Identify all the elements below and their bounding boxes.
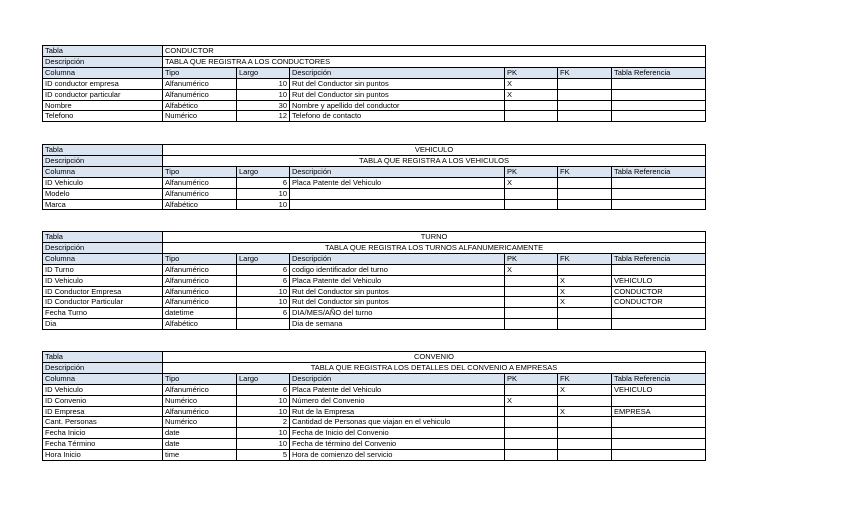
table-description-value[interactable]: TABLA QUE REGISTRA A LOS CONDUCTORES bbox=[163, 56, 706, 67]
cell-pk[interactable] bbox=[505, 100, 558, 111]
cell-column-name[interactable]: Marca bbox=[43, 199, 163, 210]
tabla-label[interactable]: Tabla bbox=[43, 232, 163, 243]
cell-length[interactable]: 6 bbox=[237, 275, 290, 286]
table-row bbox=[43, 395, 706, 406]
header-column-name[interactable]: Columna bbox=[43, 373, 163, 384]
cell-fk[interactable] bbox=[558, 111, 612, 122]
cell-type[interactable]: Numérico bbox=[163, 395, 237, 406]
cell-column-name[interactable]: Fecha Turno bbox=[43, 308, 163, 319]
header-description[interactable]: Descripción bbox=[290, 166, 505, 177]
cell-fk[interactable]: X bbox=[558, 406, 612, 417]
cell-fk[interactable] bbox=[558, 319, 612, 330]
cell-fk[interactable]: X bbox=[558, 297, 612, 308]
cell-reference-table[interactable] bbox=[612, 177, 706, 188]
cell-reference-table[interactable]: VEHICULO bbox=[612, 275, 706, 286]
cell-reference-table[interactable]: CONDUCTOR bbox=[612, 297, 706, 308]
header-fk[interactable]: FK bbox=[558, 67, 612, 78]
table-name-value[interactable]: CONVENIO bbox=[163, 352, 706, 363]
column-header-row bbox=[43, 67, 706, 78]
table-row bbox=[43, 275, 706, 286]
cell-pk[interactable] bbox=[505, 308, 558, 319]
cell-description[interactable] bbox=[290, 188, 505, 199]
descripcion-label[interactable]: Descripción bbox=[43, 56, 163, 67]
table-description-value[interactable]: TABLA QUE REGISTRA A LOS VEHICULOS bbox=[163, 155, 706, 166]
cell-type[interactable]: Alfanumérico bbox=[163, 286, 237, 297]
cell-length[interactable]: 10 bbox=[237, 286, 290, 297]
cell-reference-table[interactable] bbox=[612, 417, 706, 428]
cell-pk[interactable] bbox=[505, 286, 558, 297]
cell-description[interactable]: Rut del Conductor sin puntos bbox=[290, 297, 505, 308]
header-type[interactable]: Tipo bbox=[163, 166, 237, 177]
cell-reference-table[interactable] bbox=[612, 308, 706, 319]
cell-column-name[interactable]: ID Vehiculo bbox=[43, 275, 163, 286]
header-column-name[interactable]: Columna bbox=[43, 166, 163, 177]
cell-reference-table[interactable] bbox=[612, 111, 706, 122]
cell-type[interactable]: date bbox=[163, 428, 237, 439]
header-reference-table[interactable]: Tabla Referencia bbox=[612, 253, 706, 264]
cell-length[interactable]: 6 bbox=[237, 384, 290, 395]
cell-fk[interactable] bbox=[558, 100, 612, 111]
cell-pk[interactable] bbox=[505, 406, 558, 417]
header-description[interactable]: Descripción bbox=[290, 253, 505, 264]
descripcion-label[interactable]: Descripción bbox=[43, 362, 163, 373]
table-name-row bbox=[43, 145, 706, 156]
column-header-row bbox=[43, 166, 706, 177]
descripcion-label[interactable]: Descripción bbox=[43, 155, 163, 166]
cell-type[interactable]: Alfanumérico bbox=[163, 275, 237, 286]
cell-pk[interactable] bbox=[505, 111, 558, 122]
table-description-row bbox=[43, 56, 706, 67]
table-definition-convenio bbox=[42, 351, 706, 461]
table-name-row bbox=[43, 46, 706, 57]
cell-reference-table[interactable] bbox=[612, 450, 706, 461]
cell-fk[interactable]: X bbox=[558, 384, 612, 395]
cell-pk[interactable] bbox=[505, 450, 558, 461]
header-reference-table[interactable]: Tabla Referencia bbox=[612, 67, 706, 78]
cell-reference-table[interactable]: EMPRESA bbox=[612, 406, 706, 417]
cell-pk[interactable] bbox=[505, 428, 558, 439]
cell-description[interactable]: Placa Patente del Vehiculo bbox=[290, 384, 505, 395]
tabla-label[interactable]: Tabla bbox=[43, 145, 163, 156]
table-row bbox=[43, 439, 706, 450]
table-row bbox=[43, 297, 706, 308]
table-description-row bbox=[43, 362, 706, 373]
table-definition-conductor bbox=[42, 45, 706, 122]
cell-reference-table[interactable] bbox=[612, 89, 706, 100]
table-row bbox=[43, 111, 706, 122]
cell-column-name[interactable]: Modelo bbox=[43, 188, 163, 199]
cell-reference-table[interactable] bbox=[612, 319, 706, 330]
cell-pk[interactable] bbox=[505, 417, 558, 428]
cell-pk[interactable]: X bbox=[505, 89, 558, 100]
cell-column-name[interactable]: ID Conductor Empresa bbox=[43, 286, 163, 297]
cell-pk[interactable] bbox=[505, 188, 558, 199]
cell-pk[interactable]: X bbox=[505, 264, 558, 275]
cell-description[interactable]: Cantidad de Personas que viajan en el vehiculo bbox=[290, 417, 505, 428]
cell-length[interactable]: 2 bbox=[237, 417, 290, 428]
cell-column-name[interactable]: Dia bbox=[43, 319, 163, 330]
cell-description[interactable]: Rut del Conductor sin puntos bbox=[290, 286, 505, 297]
cell-column-name[interactable]: Telefono bbox=[43, 111, 163, 122]
cell-description[interactable]: Placa Patente del Vehiculo bbox=[290, 275, 505, 286]
cell-description[interactable]: Nombre y apellido del conductor bbox=[290, 100, 505, 111]
cell-type[interactable]: Alfanumérico bbox=[163, 177, 237, 188]
cell-column-name[interactable]: ID conductor empresa bbox=[43, 78, 163, 89]
table-definition-turno bbox=[42, 231, 706, 330]
cell-reference-table[interactable] bbox=[612, 100, 706, 111]
cell-reference-table[interactable] bbox=[612, 428, 706, 439]
cell-column-name[interactable]: ID conductor particular bbox=[43, 89, 163, 100]
table-description-value[interactable]: TABLA QUE REGISTRA LOS DETALLES DEL CONVENIO A EMPRESAS bbox=[163, 362, 706, 373]
cell-description[interactable]: Dia de semana bbox=[290, 319, 505, 330]
cell-length[interactable]: 10 bbox=[237, 406, 290, 417]
header-pk[interactable]: PK bbox=[505, 253, 558, 264]
header-reference-table[interactable]: Tabla Referencia bbox=[612, 373, 706, 384]
cell-fk[interactable] bbox=[558, 308, 612, 319]
table-row bbox=[43, 319, 706, 330]
cell-type[interactable]: Alfanumérico bbox=[163, 384, 237, 395]
header-pk[interactable]: PK bbox=[505, 373, 558, 384]
cell-length[interactable]: 30 bbox=[237, 100, 290, 111]
header-type[interactable]: Tipo bbox=[163, 67, 237, 78]
cell-fk[interactable] bbox=[558, 439, 612, 450]
cell-type[interactable]: Numérico bbox=[163, 417, 237, 428]
table-name-row bbox=[43, 352, 706, 363]
cell-reference-table[interactable] bbox=[612, 199, 706, 210]
cell-fk[interactable]: X bbox=[558, 286, 612, 297]
cell-pk[interactable]: X bbox=[505, 177, 558, 188]
cell-reference-table[interactable] bbox=[612, 395, 706, 406]
cell-column-name[interactable]: ID Vehiculo bbox=[43, 384, 163, 395]
header-length[interactable]: Largo bbox=[237, 166, 290, 177]
cell-length[interactable]: 10 bbox=[237, 188, 290, 199]
cell-type[interactable]: Alfabético bbox=[163, 319, 237, 330]
cell-reference-table[interactable] bbox=[612, 78, 706, 89]
cell-description[interactable]: DIA/MES/AÑO del turno bbox=[290, 308, 505, 319]
cell-pk[interactable] bbox=[505, 275, 558, 286]
cell-length[interactable]: 5 bbox=[237, 450, 290, 461]
tabla-label[interactable]: Tabla bbox=[43, 46, 163, 57]
header-pk[interactable]: PK bbox=[505, 67, 558, 78]
cell-pk[interactable] bbox=[505, 199, 558, 210]
cell-type[interactable]: time bbox=[163, 450, 237, 461]
cell-description[interactable]: Telefono de contacto bbox=[290, 111, 505, 122]
tabla-label[interactable]: Tabla bbox=[43, 352, 163, 363]
cell-fk[interactable]: X bbox=[558, 275, 612, 286]
cell-length[interactable]: 12 bbox=[237, 111, 290, 122]
table-row bbox=[43, 89, 706, 100]
cell-type[interactable]: datetime bbox=[163, 308, 237, 319]
cell-pk[interactable] bbox=[505, 384, 558, 395]
table-row bbox=[43, 286, 706, 297]
cell-reference-table[interactable]: VEHICULO bbox=[612, 384, 706, 395]
cell-fk[interactable] bbox=[558, 89, 612, 100]
cell-length[interactable]: 10 bbox=[237, 395, 290, 406]
cell-fk[interactable] bbox=[558, 417, 612, 428]
cell-length[interactable]: 10 bbox=[237, 428, 290, 439]
table-description-row bbox=[43, 242, 706, 253]
cell-column-name[interactable]: Cant. Personas bbox=[43, 417, 163, 428]
cell-pk[interactable] bbox=[505, 439, 558, 450]
header-column-name[interactable]: Columna bbox=[43, 253, 163, 264]
cell-description[interactable]: Fecha de término del Convenio bbox=[290, 439, 505, 450]
cell-description[interactable]: Número del Convenio bbox=[290, 395, 505, 406]
cell-fk[interactable] bbox=[558, 428, 612, 439]
cell-length[interactable]: 10 bbox=[237, 89, 290, 100]
header-fk[interactable]: FK bbox=[558, 253, 612, 264]
cell-type[interactable]: Alfabético bbox=[163, 100, 237, 111]
cell-description[interactable]: Rut de la Empresa bbox=[290, 406, 505, 417]
cell-type[interactable]: Alfanumérico bbox=[163, 188, 237, 199]
cell-type[interactable]: Alfanumérico bbox=[163, 264, 237, 275]
header-description[interactable]: Descripción bbox=[290, 373, 505, 384]
table-row bbox=[43, 199, 706, 210]
table-row bbox=[43, 384, 706, 395]
table-name-value[interactable]: VEHICULO bbox=[163, 145, 706, 156]
header-length[interactable]: Largo bbox=[237, 67, 290, 78]
cell-type[interactable]: Alfanumérico bbox=[163, 297, 237, 308]
cell-fk[interactable] bbox=[558, 450, 612, 461]
cell-description[interactable] bbox=[290, 199, 505, 210]
cell-column-name[interactable]: Nombre bbox=[43, 100, 163, 111]
cell-description[interactable]: Rut del Conductor sin puntos bbox=[290, 89, 505, 100]
table-row bbox=[43, 100, 706, 111]
header-description[interactable]: Descripción bbox=[290, 67, 505, 78]
table-name-value[interactable]: CONDUCTOR bbox=[163, 46, 706, 57]
cell-fk[interactable] bbox=[558, 188, 612, 199]
cell-type[interactable]: Alfanumérico bbox=[163, 78, 237, 89]
header-fk[interactable]: FK bbox=[558, 166, 612, 177]
cell-column-name[interactable]: ID Turno bbox=[43, 264, 163, 275]
cell-pk[interactable] bbox=[505, 297, 558, 308]
cell-pk[interactable] bbox=[505, 319, 558, 330]
table-row bbox=[43, 450, 706, 461]
cell-fk[interactable] bbox=[558, 177, 612, 188]
cell-reference-table[interactable] bbox=[612, 188, 706, 199]
table-row bbox=[43, 264, 706, 275]
column-header-row bbox=[43, 253, 706, 264]
cell-fk[interactable] bbox=[558, 78, 612, 89]
cell-fk[interactable] bbox=[558, 199, 612, 210]
table-description-value[interactable]: TABLA QUE REGISTRA LOS TURNOS ALFANUMERICAMENTE bbox=[163, 242, 706, 253]
cell-description[interactable]: Hora de comienzo del servicio bbox=[290, 450, 505, 461]
table-row bbox=[43, 428, 706, 439]
cell-length[interactable]: 10 bbox=[237, 297, 290, 308]
header-column-name[interactable]: Columna bbox=[43, 67, 163, 78]
cell-length[interactable]: 6 bbox=[237, 264, 290, 275]
cell-description[interactable]: Placa Patente del Vehiculo bbox=[290, 177, 505, 188]
cell-length[interactable]: 10 bbox=[237, 439, 290, 450]
header-reference-table[interactable]: Tabla Referencia bbox=[612, 166, 706, 177]
table-row bbox=[43, 308, 706, 319]
header-length[interactable]: Largo bbox=[237, 373, 290, 384]
descripcion-label[interactable]: Descripción bbox=[43, 242, 163, 253]
cell-type[interactable]: date bbox=[163, 439, 237, 450]
table-row bbox=[43, 417, 706, 428]
table-row bbox=[43, 188, 706, 199]
cell-fk[interactable] bbox=[558, 395, 612, 406]
header-type[interactable]: Tipo bbox=[163, 373, 237, 384]
cell-reference-table[interactable] bbox=[612, 439, 706, 450]
cell-fk[interactable] bbox=[558, 264, 612, 275]
cell-column-name[interactable]: ID Conductor Particular bbox=[43, 297, 163, 308]
table-name-row bbox=[43, 232, 706, 243]
header-type[interactable]: Tipo bbox=[163, 253, 237, 264]
cell-type[interactable]: Alfabético bbox=[163, 199, 237, 210]
cell-length[interactable]: 10 bbox=[237, 78, 290, 89]
table-row bbox=[43, 78, 706, 89]
table-definition-vehiculo bbox=[42, 144, 706, 210]
cell-reference-table[interactable]: CONDUCTOR bbox=[612, 286, 706, 297]
cell-reference-table[interactable] bbox=[612, 264, 706, 275]
cell-type[interactable]: Numérico bbox=[163, 111, 237, 122]
cell-description[interactable]: Fecha de Inicio del Convenio bbox=[290, 428, 505, 439]
table-description-row bbox=[43, 155, 706, 166]
table-name-value[interactable]: TURNO bbox=[163, 232, 706, 243]
table-row bbox=[43, 177, 706, 188]
cell-pk[interactable]: X bbox=[505, 395, 558, 406]
cell-length[interactable]: 6 bbox=[237, 308, 290, 319]
cell-length[interactable]: 10 bbox=[237, 199, 290, 210]
header-length[interactable]: Largo bbox=[237, 253, 290, 264]
header-fk[interactable]: FK bbox=[558, 373, 612, 384]
cell-column-name[interactable]: ID Empresa bbox=[43, 406, 163, 417]
cell-column-name[interactable]: Hora Inicio bbox=[43, 450, 163, 461]
cell-column-name[interactable]: ID Vehiculo bbox=[43, 177, 163, 188]
table-row bbox=[43, 406, 706, 417]
cell-length[interactable]: 6 bbox=[237, 177, 290, 188]
cell-length[interactable] bbox=[237, 319, 290, 330]
column-header-row bbox=[43, 373, 706, 384]
cell-type[interactable]: Alfanumérico bbox=[163, 406, 237, 417]
cell-column-name[interactable]: Fecha Término bbox=[43, 439, 163, 450]
cell-type[interactable]: Alfanumérico bbox=[163, 89, 237, 100]
cell-column-name[interactable]: Fecha Inicio bbox=[43, 428, 163, 439]
cell-column-name[interactable]: ID Convenio bbox=[43, 395, 163, 406]
cell-pk[interactable]: X bbox=[505, 78, 558, 89]
header-pk[interactable]: PK bbox=[505, 166, 558, 177]
cell-description[interactable]: codigo identificador del turno bbox=[290, 264, 505, 275]
cell-description[interactable]: Rut del Conductor sin puntos bbox=[290, 78, 505, 89]
